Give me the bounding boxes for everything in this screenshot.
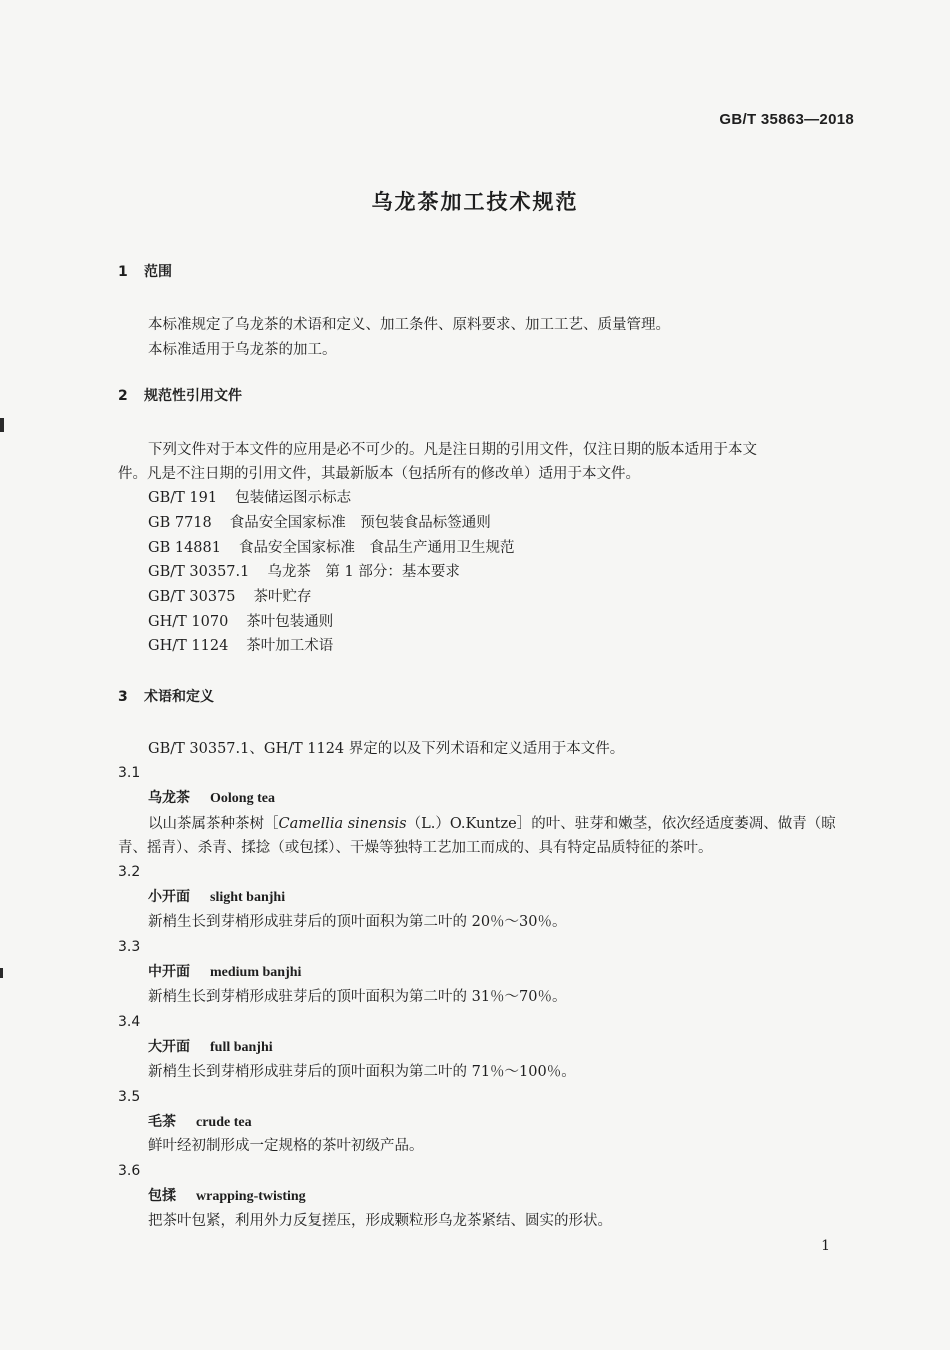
scan-mark: [0, 968, 3, 978]
term-number: 3.3: [118, 939, 141, 955]
standard-code: GB/T 35863—2018: [719, 111, 854, 128]
section-3-heading: 3 术语和定义: [118, 689, 214, 705]
term-heading: 乌龙茶 Oolong tea: [148, 790, 275, 806]
reference-item: GB 7718 食品安全国家标准 预包装食品标签通则: [148, 515, 491, 531]
reference-item: GH/T 1070 茶叶包装通则: [148, 614, 334, 630]
term-definition-line-2: 青、摇青）、杀青、揉捻（或包揉）、干燥等独特工艺加工而成的、具有特定品质特征的茶叶。: [118, 840, 713, 856]
term-number: 3.4: [118, 1014, 141, 1030]
term-number: 3.1: [118, 765, 141, 781]
term-heading: 中开面 medium banjhi: [148, 964, 302, 980]
section-2-paragraph-line-1: 下列文件对于本文件的应用是必不可少的。凡是注日期的引用文件，仅注日期的版本适用于本文: [148, 442, 757, 458]
term-number: 3.5: [118, 1089, 141, 1105]
reference-item: GB/T 30357.1 乌龙茶 第 1 部分：基本要求: [148, 564, 460, 580]
term-definition: 新梢生长到芽梢形成驻芽后的顶叶面积为第二叶的 20％～30％。: [148, 914, 567, 930]
term-number: 3.6: [118, 1163, 141, 1179]
term-heading: 毛茶 crude tea: [148, 1114, 252, 1130]
term-definition: 新梢生长到芽梢形成驻芽后的顶叶面积为第二叶的 71％～100％。: [148, 1064, 576, 1080]
term-heading: 包揉 wrapping-twisting: [148, 1188, 306, 1204]
section-2-paragraph-line-2: 件。凡是不注日期的引用文件，其最新版本（包括所有的修改单）适用于本文件。: [118, 466, 640, 482]
reference-item: GH/T 1124 茶叶加工术语: [148, 638, 334, 654]
term-definition: 新梢生长到芽梢形成驻芽后的顶叶面积为第二叶的 31％～70％。: [148, 989, 567, 1005]
term-heading: 大开面 full banjhi: [148, 1039, 273, 1055]
section-3-intro: GB/T 30357.1、GH/T 1124 界定的以及下列术语和定义适用于本文件。: [148, 741, 625, 757]
term-number: 3.2: [118, 864, 141, 880]
document-title: 乌龙茶加工技术规范: [371, 190, 579, 214]
page-number: 1: [821, 1238, 830, 1254]
section-1-heading: 1 范围: [118, 264, 172, 280]
term-definition-line-1: 以山茶属茶种茶树［Camellia sinensis（L.）O.Kuntze］的叶、驻芽和嫩茎，依次经适度萎凋、做青（晾: [148, 816, 836, 832]
reference-item: GB/T 30375 茶叶贮存: [148, 589, 312, 605]
section-2-heading: 2 规范性引用文件: [118, 388, 242, 404]
scan-mark: [0, 418, 4, 432]
term-definition: 鲜叶经初制形成一定规格的茶叶初级产品。: [148, 1138, 424, 1154]
reference-item: GB/T 191 包装储运图示标志: [148, 490, 352, 506]
term-heading: 小开面 slight banjhi: [148, 889, 286, 905]
section-1-paragraph-1: 本标准规定了乌龙茶的术语和定义、加工条件、原料要求、加工工艺、质量管理。: [148, 317, 670, 333]
section-1-paragraph-2: 本标准适用于乌龙茶的加工。: [148, 342, 337, 358]
reference-item: GB 14881 食品安全国家标准 食品生产通用卫生规范: [148, 540, 515, 556]
term-definition: 把茶叶包紧，利用外力反复搓压，形成颗粒形乌龙茶紧结、圆实的形状。: [148, 1213, 612, 1229]
